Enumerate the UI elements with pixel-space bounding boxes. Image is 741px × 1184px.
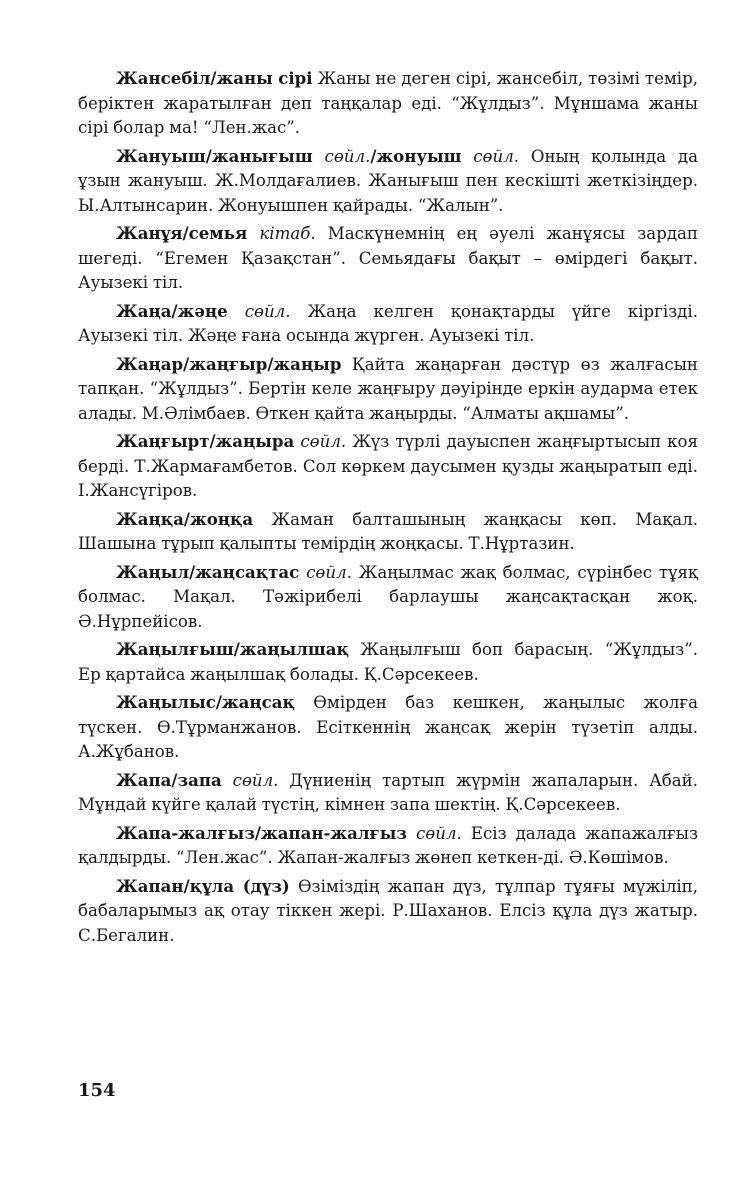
- headword: Жаңқа/жоңқа: [116, 508, 254, 529]
- headword: Жапа/запа: [116, 769, 222, 790]
- entry-text: Жүз түрлі дауыспен жаңғыртысып коя берді. Т.Жармағамбетов. Сол көркем даусымен қузды жаңыратып еді. І.Жансүгіров.: [78, 432, 698, 500]
- entry: [78, 874, 698, 949]
- headword: Жаңылыс/жаңсақ: [116, 692, 295, 712]
- headword: Жаңыл/жаңсақтас: [116, 561, 300, 582]
- usage-label: сөйл.: [312, 146, 371, 166]
- entry-text: Жаны не деген сірі, жансебіл, төзімі темір, беріктен жаратылған деп таңқалар еді. “Жұлдыз”. Мұншама жаны сірі болар ма! “Лен.жас”.: [78, 69, 698, 137]
- headword: Жансебіл/жаны сірі: [116, 68, 313, 88]
- headword: Жаңар/жаңғыр/жаңыр: [116, 353, 342, 374]
- entry-text: Жаман балташының жаңқасы көп. Мақал. Шашына тұрып қалыпты темірдің жоңқасы. Т.Нұртазин.: [78, 509, 698, 553]
- usage-label: сөйл.: [227, 301, 291, 321]
- entry: [78, 429, 698, 504]
- usage-label-variant: сөйл.: [461, 146, 520, 166]
- headword-variant: /жонуыш: [370, 145, 462, 166]
- entry-text: Оның қолында да ұзын жануыш. Ж.Молдағалиев. Жанығыш пен кескішті жеткізіңдер. Ы.Алтынсарин. Жонуышпен қайрады. “Жалын”.: [78, 146, 698, 215]
- headword: Жанұя/семья: [116, 223, 248, 243]
- entry: [78, 144, 698, 219]
- headword: Жаңылғыш/жаңылшақ: [116, 639, 349, 659]
- entry: [78, 690, 698, 765]
- entry: [78, 299, 698, 349]
- entry-text: Жаңа келген қонақтарды үйге кіргізді. Ауызекі тіл. Жәңе ғана осында жүрген. Ауызекі тіл.: [78, 301, 698, 345]
- usage-label: сөйл.: [294, 432, 347, 451]
- entry-text: Қайта жаңарған дәстүр өз жалғасын тапқан. “Жұлдыз”. Бертін келе жаңғыру дәуірінде еркін аударма етек алады. М.Әлімбаев. Өткен қайта жаңырды. “Алматы ақшамы”.: [78, 354, 698, 423]
- usage-label: сөйл.: [407, 823, 462, 843]
- entry: [78, 821, 698, 871]
- usage-label: сөйл.: [299, 562, 352, 582]
- entry: [78, 66, 698, 141]
- entry: [78, 352, 698, 427]
- entry-text: Маскүнемнің ең әуелі жанұясы зардап шегеді. “Егемен Қазақстан”. Семьядағы бақыт – өмірдегі бақыт. Ауызекі тіл.: [78, 224, 698, 292]
- entry-text: Өмірден баз кешкен, жаңылыс жолға түскен. Ө.Тұрманжанов. Есіткеннің жаңсақ жерін түзетіп алды. А.Жұбанов.: [78, 693, 698, 761]
- entry-text: Есіз далада жапажалғыз қалдырды. “Лен.жас”. Жапан-жалғыз жөнеп кеткен-ді. Ә.Көшімов.: [78, 823, 698, 867]
- entry-text: Жаңылмас жақ болмас, сүрінбес тұяқ болмас. Мақал. Тәжірибелі барлаушы жаңсақтасқан жоқ. Ә.Нұрпейісов.: [78, 562, 698, 631]
- entries-list: [78, 66, 698, 951]
- entry-text: Дүниенің тартып жүрмін жапаларын. Абай. Мұндай күйге қалай түстің, кімнен запа шектің. Қ.Сәрсекеев.: [78, 770, 699, 814]
- page-number: 154: [78, 1080, 116, 1101]
- headword: Жаңғырт/жаңыра: [116, 431, 295, 451]
- entry: [78, 507, 698, 557]
- usage-label: кітаб.: [247, 224, 316, 243]
- entry: [78, 637, 698, 687]
- headword: Жапан/құла (дүз): [116, 875, 290, 896]
- entry: [78, 560, 698, 635]
- entry: [78, 768, 698, 818]
- entry-text: Өзіміздің жапан дүз, тұлпар тұяғы мүжіліп, бабаларымыз ақ отау тіккен жері. Р.Шаханов. Елсіз құла дүз жатыр. С.Бегалин.: [78, 876, 699, 945]
- entry: [78, 221, 698, 296]
- headword: Жаңа/жәңе: [116, 300, 228, 321]
- headword: Жануыш/жанығыш: [116, 145, 313, 166]
- headword: Жапа-жалғыз/жапан-жалғыз: [116, 822, 408, 843]
- usage-label: сөйл.: [221, 770, 279, 790]
- entry-text: Жаңылғыш боп барасың. “Жұлдыз”. Ер қартайса жаңылшақ болады. Қ.Сәрсекеев.: [78, 640, 698, 684]
